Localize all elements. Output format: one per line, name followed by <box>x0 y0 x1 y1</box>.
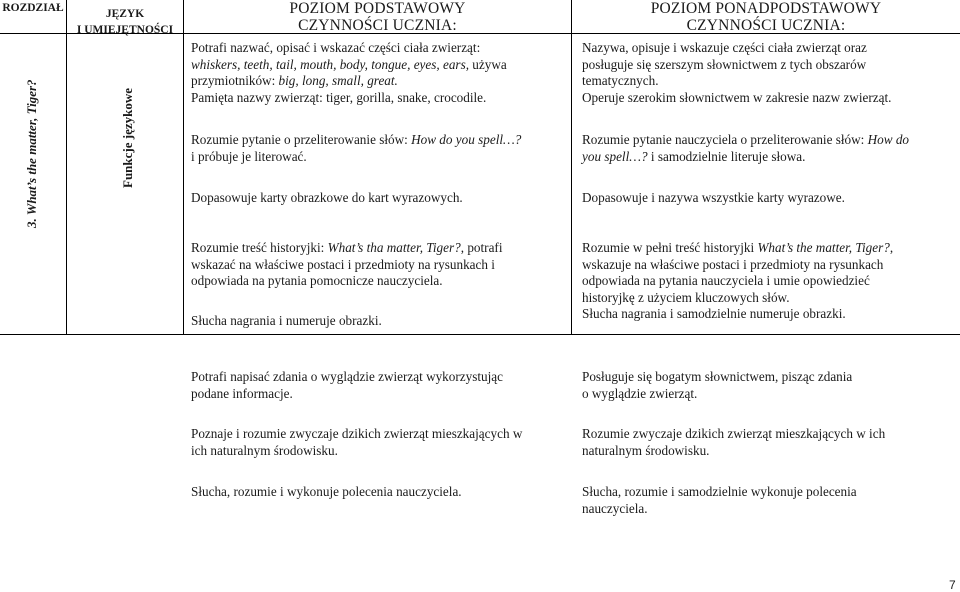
header-chapter: ROZDZIAŁ <box>2 2 64 14</box>
table-bottom-border <box>0 334 960 335</box>
advanced-text: nauczyciela. <box>582 500 648 516</box>
advanced-block-6 <box>582 426 958 459</box>
advanced-text: What’s the matter, Tiger? <box>757 240 890 255</box>
advanced-text: How do <box>867 132 910 147</box>
col3-right-border <box>571 0 572 335</box>
basic-text: Potrafi nazwać, opisać i wskazać części ciała zwierząt: <box>191 40 481 55</box>
basic-block-6 <box>191 369 569 402</box>
advanced-text: Dopasowuje i nazywa wszystkie karty wyrazowe. <box>582 190 845 205</box>
category-label: Funkcje językowe <box>120 87 135 188</box>
basic-text: big, long, small, great. <box>278 73 398 88</box>
col1-right-border <box>66 0 67 335</box>
basic-text: i próbuje je literować. <box>191 148 307 164</box>
basic-block-4 <box>191 240 569 290</box>
basic-text: przymiotników: <box>191 73 279 88</box>
basic-block-2 <box>191 132 569 165</box>
advanced-text: Słucha nagrania i samodzielnie numeruje obrazki. <box>582 306 846 321</box>
advanced-text: Operuje szerokim słownictwem w zakresie nazw zwierząt. <box>582 89 892 105</box>
basic-block-8 <box>191 484 569 501</box>
advanced-text: historyjkę z użyciem kluczowych słów. <box>582 289 790 305</box>
header-advanced-level: POZIOM PONADPODSTAWOWY CZYNNOŚCI UCZNIA: <box>650 0 882 34</box>
advanced-text: Posługuje się bogatym słownictwem, pisząc zdania <box>582 369 853 384</box>
basic-text: whiskers, teeth, tail, mouth, body, tongue, eyes, ears, <box>191 56 469 72</box>
page-number: 7 <box>949 578 956 592</box>
advanced-text: posługuje się szerszym słownictwem z tych obszarów <box>582 56 867 72</box>
header-language-skills: JĘZYK I UMIEJĘTNOŚCI <box>76 8 174 36</box>
advanced-text: o wyglądzie zwierząt. <box>582 385 698 401</box>
basic-block-1 <box>191 40 569 106</box>
basic-text: wskazać na właściwe postaci i przedmioty na rysunkach i <box>191 256 495 272</box>
basic-text: Rozumie treść historyjki: <box>191 240 328 255</box>
basic-text: Rozumie pytanie o przeliterowanie słów: <box>191 132 412 147</box>
advanced-block-1 <box>582 40 958 106</box>
basic-text: Słucha nagrania i numeruje obrazki. <box>191 313 382 328</box>
basic-text: Pamięta nazwy zwierząt: tiger, gorilla, snake, crocodile. <box>191 89 487 105</box>
basic-text: Słucha, rozumie i wykonuje polecenia nauczyciela. <box>191 484 462 499</box>
advanced-text: tematycznych. <box>582 73 659 88</box>
advanced-block-5 <box>582 369 958 402</box>
chapter-title: 3. What’s the matter, Tiger? <box>24 79 39 228</box>
advanced-block-4 <box>582 240 958 323</box>
advanced-block-2 <box>582 132 958 165</box>
basic-text: używa <box>469 56 507 72</box>
header-basic-level: POZIOM PODSTAWOWY CZYNNOŚCI UCZNIA: <box>289 0 466 34</box>
advanced-text: odpowiada na pytania nauczyciela i umie opowiedzieć <box>582 273 870 288</box>
advanced-text: wskazuje na właściwe postaci i przedmioty na rysunkach <box>582 256 884 272</box>
advanced-block-7 <box>582 484 958 517</box>
basic-text: How do you spell…? <box>411 132 522 147</box>
basic-text: odpowiada na pytania pomocnicze nauczyciela. <box>191 273 443 288</box>
basic-block-3 <box>191 190 569 207</box>
basic-text: , potrafi <box>460 240 503 255</box>
advanced-block-3 <box>582 190 958 207</box>
basic-block-5 <box>191 313 569 330</box>
advanced-text: Rozumie w pełni treść historyjki <box>582 240 758 255</box>
col2-right-border <box>183 0 184 335</box>
advanced-text: , <box>889 240 894 255</box>
basic-text: What’s tha matter, Tiger? <box>327 240 461 255</box>
advanced-text: Nazywa, opisuje i wskazuje części ciała zwierząt oraz <box>582 40 867 55</box>
basic-block-7 <box>191 426 569 459</box>
basic-text: Potrafi napisać zdania o wyglądzie zwierząt wykorzystując <box>191 369 503 384</box>
basic-text: ich naturalnym środowisku. <box>191 442 338 458</box>
advanced-text: i samodzielnie literuje słowa. <box>647 148 806 164</box>
basic-text: podane informacje. <box>191 385 293 401</box>
advanced-text: Rozumie pytanie nauczyciela o przeliterowanie słów: <box>582 132 868 147</box>
advanced-text: naturalnym środowisku. <box>582 442 710 458</box>
advanced-text: Słucha, rozumie i samodzielnie wykonuje polecenia <box>582 484 857 499</box>
advanced-text: you spell…? <box>582 148 648 164</box>
basic-text: Poznaje i rozumie zwyczaje dzikich zwierząt mieszkających w <box>191 426 523 441</box>
basic-text: Dopasowuje karty obrazkowe do kart wyrazowych. <box>191 190 463 205</box>
advanced-text: Rozumie zwyczaje dzikich zwierząt mieszkających w ich <box>582 426 886 441</box>
